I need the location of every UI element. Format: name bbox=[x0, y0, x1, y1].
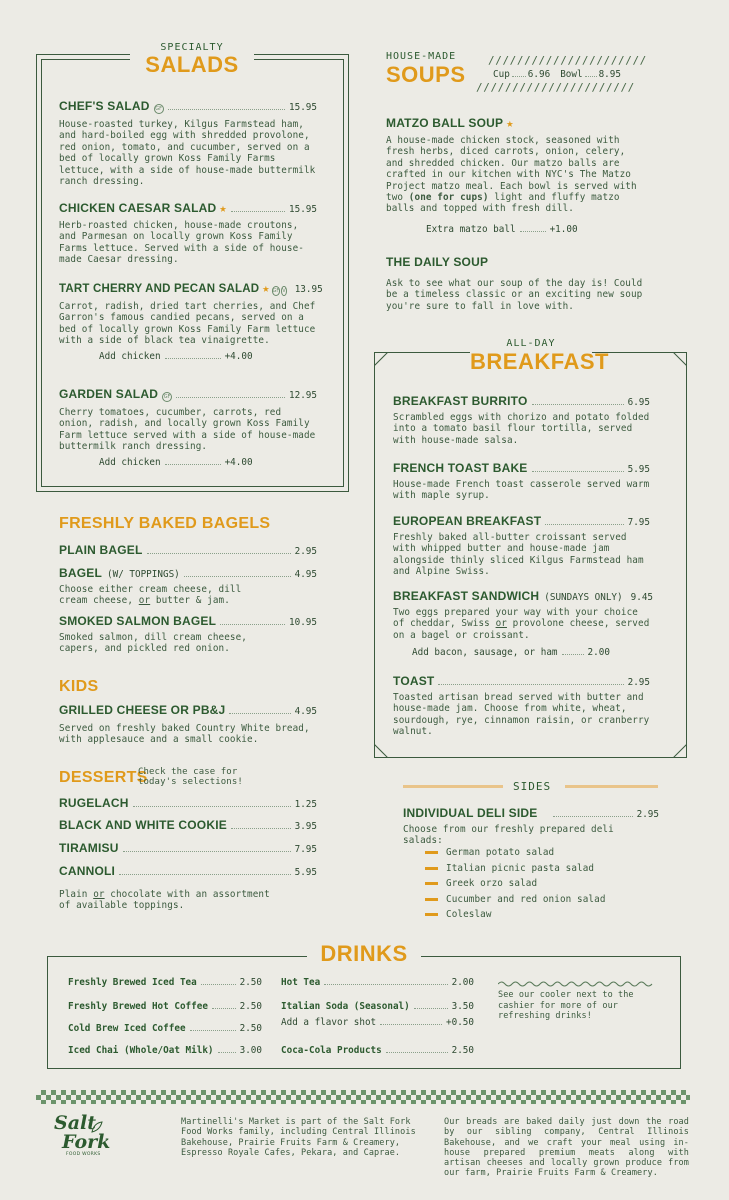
salad-name: TART CHERRY AND PECAN SALAD bbox=[59, 283, 260, 295]
sides-item: INDIVIDUAL DELI SIDE 2.95 Choose from our freshly prepared deli salads: bbox=[403, 806, 659, 847]
soups-header bbox=[386, 51, 466, 88]
breakfast-header bbox=[470, 338, 609, 375]
salad-desc: Cherry tomatoes, cucumber, carrots, red onion, radish, and locally grown Koss Family Farm lettuce served with a side of house-made buttermilk ranch dressing. bbox=[59, 407, 316, 453]
bagels-title: FRESHLY BAKED BAGELS bbox=[59, 515, 271, 532]
soup-sizes: Cup 6.96 Bowl 8.95 bbox=[493, 69, 621, 80]
salad-price: 15.95 bbox=[289, 204, 317, 215]
gluten-free-icon: GF bbox=[155, 106, 162, 112]
salad-price: 13.95 bbox=[294, 284, 323, 295]
breakfast-desc: Scrambled eggs with chorizo and potato folded into a tomato basil flour tortilla, served with house-made salsa. bbox=[393, 412, 650, 446]
drinks-note: See our cooler next to the cashier for more of our refreshing drinks! bbox=[498, 990, 634, 1021]
drink-item: Italian Soda (Seasonal) 3.50 bbox=[281, 1001, 474, 1012]
breakfast-desc: Freshly baked all-butter croissant served with whipped butter and house-made jam alongside thinly sliced Kilgus Farmstead ham and Alpine Swiss. bbox=[393, 532, 644, 578]
salad-name: GARDEN SALAD bbox=[59, 387, 159, 401]
kids-item: GRILLED CHEESE OR PB&J 4.95 Served on freshly baked Country White bread, with applesauce and a small cookie. bbox=[59, 703, 317, 746]
dessert-item: TIRAMISU 7.95 bbox=[59, 841, 317, 855]
salad-item bbox=[59, 201, 317, 266]
salads-pre: SPECIALTY bbox=[160, 42, 224, 53]
leaf-icon bbox=[90, 1120, 104, 1134]
breakfast-addon: Add bacon, sausage, or ham 2.00 bbox=[412, 647, 610, 659]
soups-title: SOUPS bbox=[386, 62, 466, 87]
sides-rule-right bbox=[565, 785, 658, 788]
salad-desc: Herb-roasted chicken, house-made croutons, and Parmesan on locally grown Koss Family Farms lettuce. Served with a side of house-made Caesar dressing. bbox=[59, 220, 304, 266]
kids-title: KIDS bbox=[59, 678, 99, 695]
kids-desc: Served on freshly baked Country White bread, with applesauce and a small cookie. bbox=[59, 723, 310, 746]
drinks-title: DRINKS bbox=[320, 941, 408, 966]
gluten-free-icon: GF bbox=[163, 394, 171, 400]
soup-desc: Ask to see what our soup of the day is! Could be a timeless classic or an exciting new soup you're sure to fall in love with. bbox=[386, 278, 643, 312]
salad-item bbox=[59, 387, 317, 468]
desserts-note: Check the case for today's selections! bbox=[138, 767, 243, 787]
breakfast-pre: ALL-DAY bbox=[506, 338, 556, 349]
bagel-desc: Choose either cream cheese, dill cream cheese, or butter & jam. bbox=[59, 584, 242, 607]
gluten-free-icon: GF bbox=[272, 288, 280, 294]
salads-title: SALADS bbox=[145, 52, 239, 77]
salad-price: 15.95 bbox=[289, 102, 317, 113]
sides-rule-left bbox=[403, 785, 503, 788]
star-icon: ★ bbox=[262, 281, 270, 295]
hatch-lines-bottom: ////////////////////// bbox=[476, 81, 635, 94]
salad-item bbox=[59, 281, 323, 362]
breakfast-desc: Two eggs prepared your way with your choice of cheddar, Swiss or provolone cheese, served on a bagel or croissant. bbox=[393, 607, 650, 641]
salad-addon: Add chicken +4.00 bbox=[99, 350, 253, 362]
salads-header bbox=[130, 42, 254, 77]
list-item: Greek orzo salad bbox=[425, 876, 606, 892]
drink-item: Freshly Brewed Hot Coffee 2.50 bbox=[68, 1001, 262, 1012]
salad-name: CHEF'S SALAD bbox=[59, 99, 150, 113]
star-icon: ★ bbox=[506, 116, 514, 130]
soup-item: THE DAILY SOUP Ask to see what our soup of the day is! Could be a timeless classic or an exciting new soup you're sure to fall in love with. bbox=[386, 255, 648, 312]
sides-list bbox=[425, 845, 606, 923]
wavy-line-decor bbox=[498, 980, 653, 988]
checker-band bbox=[36, 1090, 690, 1104]
soup-desc: A house-made chicken stock, seasoned with fresh herbs, diced carrots, onion, celery, and shredded chicken. Our matzo balls are crafted in our kitchen with NYC's The Matzo Project matzo meal. Each bowl is served with two (one for cups) light and fluffy matzo balls and topped with fresh dill. bbox=[386, 135, 637, 215]
salt-fork-logo: Salt Fork FOOD WORKS bbox=[54, 1112, 111, 1157]
drink-item: Coca-Cola Products 2.50 bbox=[281, 1045, 474, 1056]
breakfast-item: BREAKFAST SANDWICH (SUNDAYS ONLY) 9.45 Two eggs prepared your way with your choice of cheddar, Swiss or provolone cheese, served on a bagel or croissant. Add bacon, sausage, or ham 2.00 bbox=[393, 589, 654, 659]
sides-desc: Choose from our freshly prepared deli salads: bbox=[403, 824, 614, 847]
salad-addon: Add chicken +4.00 bbox=[99, 456, 253, 468]
dash-icon bbox=[425, 851, 438, 854]
bagel-item: SMOKED SALMON BAGEL 10.95 Smoked salmon, dill cream cheese, capers, and pickled red onion. bbox=[59, 614, 317, 655]
drinks-header bbox=[307, 940, 421, 968]
dash-icon bbox=[425, 898, 438, 901]
bagel-desc: Smoked salmon, dill cream cheese, capers, and pickled red onion. bbox=[59, 632, 248, 655]
salad-desc: Carrot, radish, dried tart cherries, and Chef Garron's famous candied pecans, served on a bed of locally grown Koss Family Farm lettuce with a side of black tea vinaigrette. bbox=[59, 301, 316, 347]
sides-title: SIDES bbox=[513, 780, 552, 793]
breakfast-desc: Toasted artisan bread served with butter and house-made jam. Choose from white, wheat, sourdough, rye, cinnamon raisin, or cranberry walnut. bbox=[393, 692, 650, 738]
salad-desc: House-roasted turkey, Kilgus Farmstead ham, and hard-boiled egg with shredded provolone, red onion, tomato, and cucumber, served on a bed of locally grown Koss Family Farms lettuce, with a side of house-made buttermilk ranch dressing. bbox=[59, 119, 316, 188]
salad-price: 12.95 bbox=[289, 390, 317, 401]
breakfast-title: BREAKFAST bbox=[470, 349, 609, 374]
desserts-footer: Plain or chocolate with an assortment of available toppings. bbox=[59, 889, 270, 912]
hatch-lines-top: ////////////////////// bbox=[488, 54, 647, 67]
soup-item: MATZO BALL SOUP ★ A house-made chicken stock, seasoned with fresh herbs, diced carrots, onion, celery, and shredded chicken. Our matzo balls are crafted in our kitchen with NYC's The Matzo Project matzo meal. Each bowl is served with two (one for cups) light and fluffy matzo balls and topped with fresh dill. Extra matzo ball +1.00 bbox=[386, 116, 648, 235]
salad-item bbox=[59, 99, 317, 187]
footer-text-right: Our breads are baked daily just down the road by our sibling company, Central Illinois Bakehouse, and we craft your meal using in-house prepared premium meats along with artisan cheeses and locally grown produce from our farm, Prairie Fruits Farm & Creamery. bbox=[444, 1117, 689, 1179]
drink-item: Iced Chai (Whole/Oat Milk) 3.00 bbox=[68, 1045, 262, 1056]
drink-item: Hot Tea 2.00 bbox=[281, 977, 474, 988]
list-item: Cucumber and red onion salad bbox=[425, 892, 606, 908]
list-item: Italian picnic pasta salad bbox=[425, 861, 606, 877]
dessert-item: RUGELACH 1.25 bbox=[59, 796, 317, 810]
footer-text-left: Martinelli's Market is part of the Salt Fork Food Works family, including Central Illinois Bakehouse, Prairie Fruits Farm & Creamery, Espresso Royale Cafes, Pekara, and Caprae. bbox=[181, 1117, 416, 1158]
breakfast-item: BREAKFAST BURRITO 6.95 Scrambled eggs with chorizo and potato folded into a tomato basil flour tortilla, served with house-made salsa. bbox=[393, 394, 650, 446]
dash-icon bbox=[425, 867, 438, 870]
dash-icon bbox=[425, 913, 438, 916]
desserts-title: DESSERTS bbox=[59, 769, 148, 786]
breakfast-desc: House-made French toast casserole served warm with maple syrup. bbox=[393, 479, 650, 502]
bagel-item: PLAIN BAGEL 2.95 bbox=[59, 543, 317, 557]
drink-item: Cold Brew Iced Coffee 2.50 bbox=[68, 1023, 262, 1034]
list-item: Coleslaw bbox=[425, 907, 606, 923]
breakfast-item: TOAST 2.95 Toasted artisan bread served with butter and house-made jam. Choose from white, wheat, sourdough, rye, cinnamon raisin, or cranberry walnut. bbox=[393, 674, 650, 738]
dessert-item: BLACK AND WHITE COOKIE 3.95 bbox=[59, 818, 317, 832]
vegetarian-icon: V bbox=[282, 288, 286, 294]
soups-pre: HOUSE-MADE bbox=[386, 51, 457, 62]
salad-name: CHICKEN CAESAR SALAD bbox=[59, 201, 217, 215]
list-item: German potato salad bbox=[425, 845, 606, 861]
breakfast-item: FRENCH TOAST BAKE 5.95 House-made French toast casserole served warm with maple syrup. bbox=[393, 461, 650, 502]
dessert-item: CANNOLI 5.95 bbox=[59, 864, 317, 878]
soup-addon: Extra matzo ball +1.00 bbox=[426, 223, 578, 235]
dash-icon bbox=[425, 882, 438, 885]
drink-item: Freshly Brewed Iced Tea 2.50 bbox=[68, 977, 262, 988]
bagel-item: BAGEL (W/ TOPPINGS) 4.95 Choose either cream cheese, dill cream cheese, or butter & jam. bbox=[59, 566, 317, 607]
star-icon: ★ bbox=[219, 201, 227, 215]
drink-item: Add a flavor shot +0.50 bbox=[281, 1017, 474, 1028]
breakfast-item: EUROPEAN BREAKFAST 7.95 Freshly baked all-butter croissant served with whipped butter and house-made jam alongside thinly sliced Kilgus Farmstead ham and Alpine Swiss. bbox=[393, 514, 650, 578]
